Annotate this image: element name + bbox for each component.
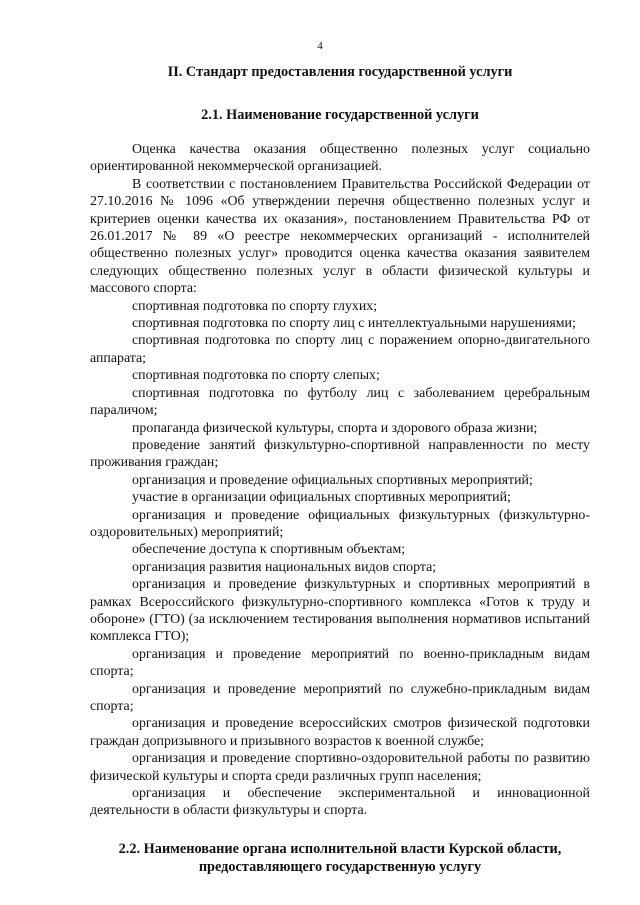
list-item: организация и проведение официальных физкультурных (физкультурно-оздоровительных) мероприятий;: [90, 507, 590, 540]
paragraph: В соответствии с постановлением Правительства Российской Федерации от 27.10.2016 № 1096 «Об утверждении перечня общественно полезных услуг и критериев оценки качества их оказания», постановлением Правительства РФ от 26.01.2017 № 89 «О реестре некоммерческих организаций - исполнителей общественно полезных услуг» проводится оценка качества оказания заявителем следующих общественно полезных услуг в области физической культуры и массового спорта:: [90, 176, 590, 297]
list-item: организация и обеспечение экспериментальной и инновационной деятельности в области физкультуры и спорта.: [90, 786, 590, 819]
list-item: спортивная подготовка по футболу лиц с заболеванием церебральным параличом;: [90, 385, 590, 419]
list-item: организация и проведение всероссийских смотров физической подготовки граждан допризывного и призывного возрастов к военной службе;: [90, 716, 590, 749]
list-item: организация и проведение спортивно-оздоровительной работы по развитию физической культуры и спорта среди различных групп населения;: [90, 751, 590, 784]
list-item: организация и проведение официальных спортивных мероприятий;: [132, 472, 533, 488]
paragraph: Оценка качества оказания общественно полезных услуг социально ориентированной некоммерческой организацией.: [90, 142, 590, 175]
list-item: пропаганда физической культуры, спорта и здорового образа жизни;: [132, 420, 538, 436]
list-item: организация развития национальных видов спорта;: [132, 559, 437, 575]
next-subsection-title-line2: предоставляющего государственную услугу: [198, 858, 482, 875]
list-item: организация и проведение физкультурных и спортивных мероприятий в рамках Всероссийского физкультурно-спортивного комплекса «Готов к труду и обороне» (ГТО) (за исключением тестирования выполнения нормативов испытаний комплекса ГТО);: [90, 577, 590, 645]
list-item: спортивная подготовка по спорту лиц с поражением опорно-двигательного аппарата;: [90, 333, 590, 366]
list-item: проведение занятий физкультурно-спортивной направленности по месту проживания граждан;: [90, 437, 590, 471]
next-subsection-title: [90, 840, 590, 876]
list-item: организация и проведение мероприятий по служебно-прикладным видам спорта;: [90, 681, 590, 714]
list-item: обеспечение доступа к спортивным объектам;: [132, 542, 406, 558]
services-list: [90, 298, 590, 820]
list-item: участие в организации официальных спортивных мероприятий;: [132, 490, 511, 506]
list-item: спортивная подготовка по спорту лиц с интеллектуальными нарушениями;: [132, 316, 576, 332]
list-item: организация и проведение мероприятий по военно-прикладным видам спорта;: [90, 646, 590, 680]
list-item: спортивная подготовка по спорту слепых;: [132, 368, 380, 384]
subsection-title: 2.1. Наименование государственной услуги: [201, 107, 479, 123]
list-item: спортивная подготовка по спорту глухих;: [132, 298, 378, 314]
section-title: II. Стандарт предоставления государственной услуги: [167, 64, 513, 80]
next-subsection-title-line1: 2.2. Наименование органа исполнительной власти Курской области,: [118, 840, 562, 857]
page-content: [90, 62, 590, 876]
page-number: 4: [317, 40, 323, 52]
